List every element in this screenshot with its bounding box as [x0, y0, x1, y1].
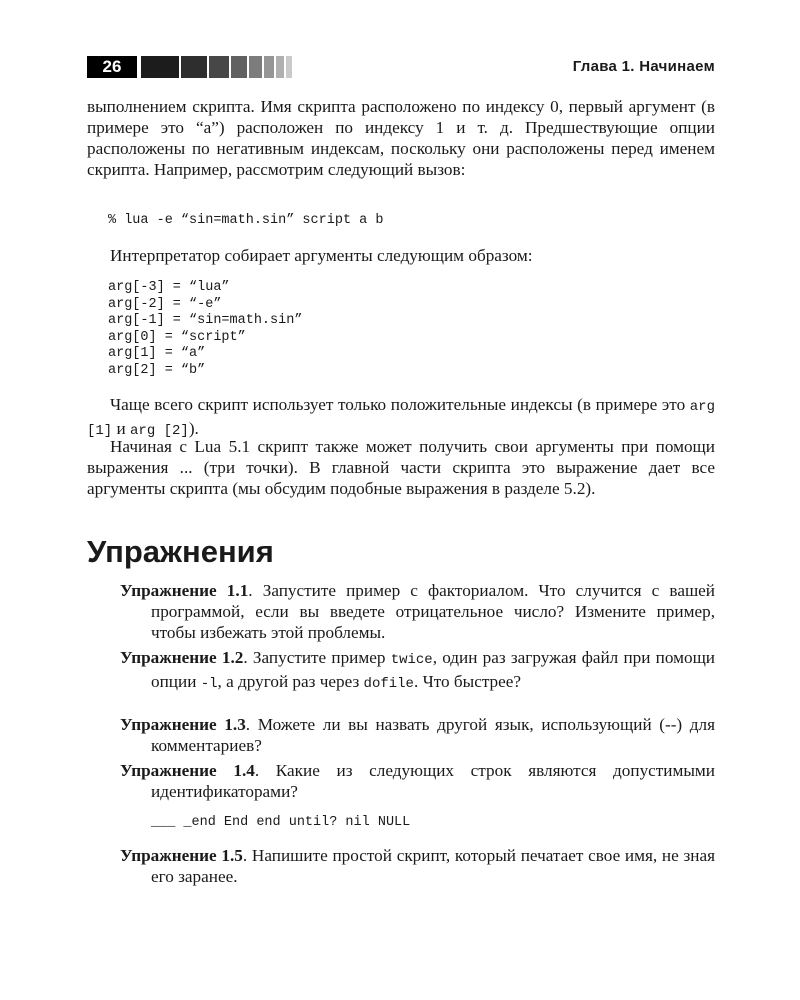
- header-bar: [231, 56, 247, 78]
- inline-code-arg1: arg [1]: [87, 399, 715, 439]
- exercise-label: Упражнение 1.3: [120, 715, 246, 734]
- code-line: arg[-1] = “sin=math.sin”: [108, 313, 303, 328]
- code-line: arg[-2] = “-e”: [108, 296, 222, 312]
- header-bar: [276, 56, 284, 78]
- exercise-1-4: [120, 760, 715, 802]
- inline-code-arg2: arg [2]: [130, 423, 189, 439]
- exercise-1-5: [120, 845, 715, 887]
- chapter-title: Глава 1. Начинаем: [572, 58, 715, 75]
- paragraph-vararg: Начиная с Lua 5.1 скрипт также может получить свои аргументы при помощи выражения ... (три точки). В главной части скрипта это выражение дает все аргументы скрипта (мы обсудим подобные выражения в разделе 5.2).: [87, 437, 715, 498]
- text-segment: и: [112, 419, 131, 438]
- code-line: arg[0] = “script”: [108, 329, 246, 345]
- exercise-label: Упражнение 1.5: [120, 846, 243, 865]
- exercise-text: . Можете ли вы назвать другой язык, использующий (--) для комментариев?: [151, 715, 716, 755]
- page-header: [87, 56, 715, 78]
- exercise-label: Упражнение 1.1: [120, 581, 249, 600]
- code-line: arg[1] = “a”: [108, 346, 206, 361]
- exercise-text: . Запустите пример с факториалом. Что случится с вашей программой, если вы введете отрицательное число? Измените пример, чтобы избежать этой проблемы.: [151, 581, 716, 642]
- inline-code-dofile: dofile: [363, 676, 414, 692]
- header-bar: [249, 56, 262, 78]
- code-identifiers: ___ _end End end until? nil NULL: [151, 815, 411, 830]
- exercise-text: , один раз загружая файл при помощи опции: [151, 648, 716, 691]
- header-bar: [264, 56, 274, 78]
- inline-code-l-option: -l: [200, 676, 218, 692]
- exercise-text: , а другой раз через: [217, 672, 364, 691]
- exercise-label: Упражнение 1.2: [120, 648, 244, 667]
- header-bar: [209, 56, 229, 78]
- header-bar: [181, 56, 207, 78]
- exercise-text: . Запустите пример: [243, 648, 391, 667]
- header-bar: [286, 56, 292, 78]
- header-decorative-bars: [141, 56, 294, 78]
- exercise-text: . Что быстрее?: [413, 672, 522, 691]
- code-line: arg[2] = “b”: [108, 362, 206, 378]
- header-bar: [141, 56, 179, 78]
- exercise-1-1: [120, 580, 715, 643]
- exercise-text: . Напишите простой скрипт, который печатает свое имя, не зная его заранее.: [151, 846, 716, 886]
- paragraph-interpreter: Интерпретатор собирает аргументы следующим образом:: [110, 246, 533, 265]
- text-segment: ).: [188, 419, 199, 438]
- exercise-label: Упражнение 1.4: [120, 761, 255, 780]
- inline-code-twice: twice: [390, 652, 433, 668]
- section-title: Упражнения: [87, 534, 274, 569]
- text-segment: Чаще всего скрипт использует только положительные индексы (в примере это: [110, 395, 690, 414]
- paragraph-script-args: выполнением скрипта. Имя скрипта расположено по индексу 0, первый аргумент (в примере это “a”) расположен по индексу 1 и т. д. Предшествующие опции расположены по негативным индексам, поскольку они расположены перед именем скрипта. Например, рассмотрим следующий вызов:: [87, 97, 715, 179]
- page-number: 26: [87, 56, 137, 78]
- code-lua-invocation: % lua -e “sin=math.sin” script a b: [108, 213, 384, 228]
- exercise-text: . Какие из следующих строк являются допустимыми идентификаторами?: [151, 761, 716, 801]
- exercise-1-3: [120, 714, 715, 756]
- paragraph-positive-indexes: [87, 394, 715, 442]
- code-line: arg[-3] = “lua”: [108, 280, 230, 295]
- exercise-1-2: [120, 647, 715, 695]
- code-arg-table: [108, 280, 302, 379]
